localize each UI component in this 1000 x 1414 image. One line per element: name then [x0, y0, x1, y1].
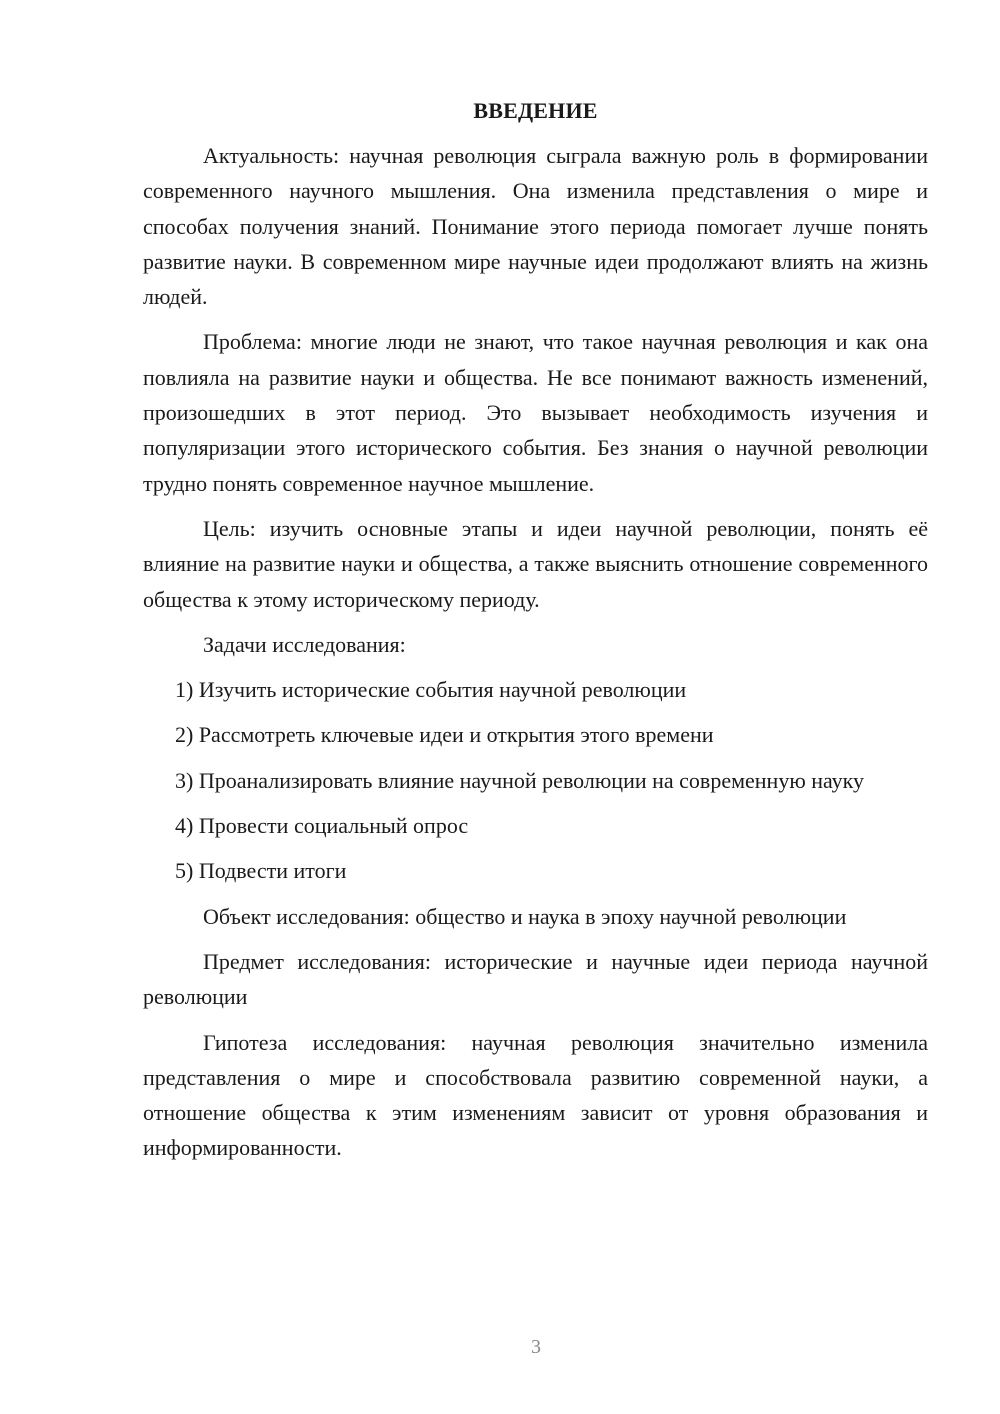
hypothesis-paragraph: Гипотеза исследования: научная революция значительно изменила представления о мире и способствовала развитию современной науки, а отношение общества к этим изменениям зависит от уровня образования и информированности. [143, 1029, 928, 1161]
subject-paragraph: Предмет исследования: исторические и научные идеи периода научной революции [143, 948, 928, 1010]
page-content [143, 96, 928, 1166]
list-item: 3) Проанализировать влияние научной революции на современную науку [175, 767, 865, 793]
relevance-paragraph: Актуальность: научная революция сыграла важную роль в формировании современного научного мышления. Она изменила представления о мире и способах получения знаний. Понимание этого периода помогает лучше понять развитие науки. В современном мире научные идеи продолжают влиять на жизнь людей. [143, 143, 928, 310]
section-title: ВВЕДЕНИЕ [473, 98, 598, 123]
tasks-heading: Задачи исследования: [203, 631, 406, 657]
list-item: 2) Рассмотреть ключевые идеи и открытия этого времени [175, 722, 714, 748]
goal-paragraph: Цель: изучить основные этапы и идеи научной революции, понять её влияние на развитие науки и общества, а также выяснить отношение современного общества к этому историческому периоду. [143, 515, 928, 612]
object-paragraph: Объект исследования: общество и наука в эпоху научной революции [203, 903, 847, 929]
list-item: 5) Подвести итоги [175, 858, 347, 884]
tasks-list [143, 672, 928, 888]
problem-paragraph: Проблема: многие люди не знают, что такое научная революция и как она повлияла на развитие науки и общества. Не все понимают важность изменений, произошедших в этот период. Это вызывает необходимость изучения и популяризации этого исторического события. Без знания о научной революции трудно понять современное научное мышление. [143, 329, 928, 496]
page-number: 3 [531, 1336, 541, 1358]
list-item: 4) Провести социальный опрос [175, 813, 469, 839]
list-item: 1) Изучить исторические события научной революции [175, 677, 687, 703]
